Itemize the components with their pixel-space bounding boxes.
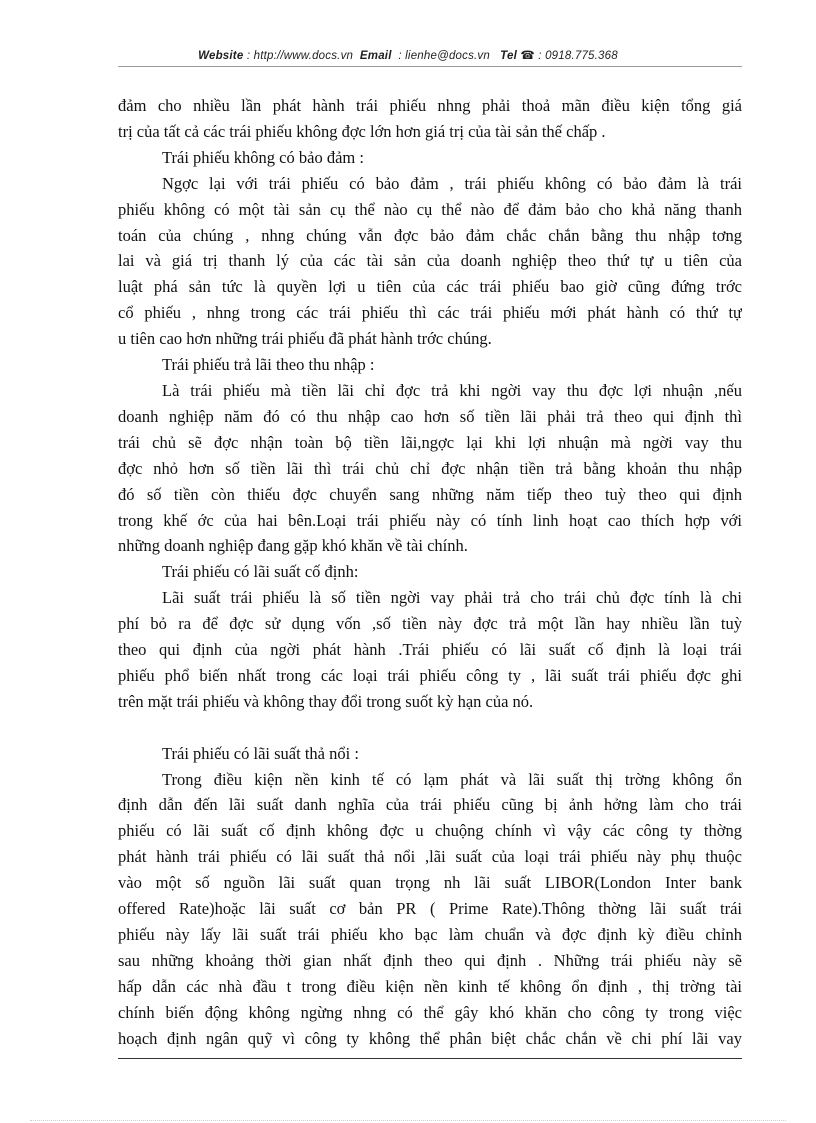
website-value: : http://www.docs.vn (246, 50, 354, 62)
email-label: Email (359, 50, 392, 62)
text-line: phí bỏ ra để đợc sử dụng vốn ,số tiền này đợc trả một lần hay nhiều lần tuỳ (118, 614, 742, 634)
text-line: phiếu không có một tài sản cụ thể nào cụ thể nào để đảm bảo cho khả năng thanh (118, 199, 742, 219)
website-label: Website (198, 50, 244, 62)
text-line: hoạch định ngân quỹ vì công ty không thể phân biệt chắc chắn về chi phí lãi vay (118, 1028, 742, 1048)
text-line: đảm cho nhiều lần phát hành trái phiếu nhng phải thoả mãn điều kiện tổng giá (118, 96, 742, 115)
text-line: sau những khoảng thời gian nhất định theo qui định . Những trái phiếu này sẽ (118, 950, 742, 970)
text-line: đợc nhỏ hơn số tiền lãi thì trái chủ chỉ đợc nhận tiền trả bằng khoản thu nhập (118, 458, 742, 478)
email-value: : lienhe@docs.vn (398, 50, 490, 62)
text-line: theo qui định của ngời phát hành .Trái phiếu có lãi suất cố định là loại trái (118, 640, 742, 660)
footer-divider (118, 1058, 742, 1059)
text-line: luật phá sản tức là quyền lợi u tiên của các trái phiếu bao giờ cũng đứng trớc (118, 277, 742, 297)
text-line: toán của chúng , nhng chúng vẫn đợc bảo đảm chắc chắn bằng thu nhập tơng (118, 225, 742, 245)
tel-label: Tel ☎ (500, 50, 535, 62)
text-line: Là trái phiếu mà tiền lãi chỉ đợc trả khi ngời vay thu đợc lợi nhuận ,nếu (162, 380, 742, 400)
section-heading: Trái phiếu trả lãi theo thu nhập : (162, 355, 375, 375)
tel-value: : 0918.775.368 (538, 50, 618, 62)
text-line: phiếu phổ biến nhất trong các loại trái phiếu công ty , lãi suất trái phiếu đợc ghi (118, 665, 742, 685)
page-header (0, 48, 816, 62)
text-line: u tiên cao hơn những trái phiếu đã phát hành trớc chúng. (118, 329, 492, 349)
text-line: chính biến động không ngừng nhng có thể gây khó khăn cho công ty trong việc (118, 1002, 742, 1022)
document-body (118, 93, 742, 1052)
text-line: Lãi suất trái phiếu là số tiền ngời vay phải trả cho trái chủ đợc tính là chi (162, 588, 742, 608)
text-line: Trong điều kiện nền kinh tế có lạm phát và lãi suất thị trờng không ổn (162, 769, 742, 789)
text-line: doanh nghiệp năm đó có thu nhập cao hơn số tiền lãi phải trả theo qui định thì (118, 406, 742, 426)
text-line: trong khế ớc của hai bên.Loại trái phiếu này có tính linh hoạt cao thích hợp với (118, 510, 742, 530)
section-heading: Trái phiếu có lãi suất thả nổi : (162, 743, 359, 763)
page-bottom-border (30, 1120, 786, 1121)
paragraph-gap (118, 715, 742, 741)
section-heading: Trái phiếu không có bảo đảm : (162, 147, 364, 167)
text-line: trị của tất cả các trái phiếu không đợc lớn hơn giá trị của tài sản thế chấp . (118, 121, 606, 141)
header-divider (118, 66, 742, 67)
text-line: trái chủ sẽ đợc nhận toàn bộ tiền lãi,ngợc lại khi lợi nhuận mà ngời vay thu (118, 432, 742, 452)
text-line: hấp dẫn các nhà đầu t trong điều kiện nền kinh tế không ổn định , thị trờng tài (118, 976, 742, 996)
text-line: lai và giá trị thanh lý của các tài sản của doanh nghiệp theo thứ tự u tiên của (118, 251, 742, 271)
text-line: offered Rate)hoặc lãi suất cơ bản PR ( Prime Rate).Thông thờng lãi suất trái (118, 899, 742, 919)
text-line: định dẫn đến lãi suất danh nghĩa của trái phiếu cũng bị ảnh hởng làm cho trái (118, 795, 742, 815)
text-line: phát hành trái phiếu có lãi suất thả nổi ,lãi suất của loại trái phiếu này phụ thuộc (118, 847, 742, 867)
text-line: Ngợc lại với trái phiếu có bảo đảm , trái phiếu không có bảo đảm là trái (162, 173, 742, 193)
text-line: trên mặt trái phiếu và không thay đổi trong suốt kỳ hạn của nó. (118, 691, 534, 711)
text-line: đó số tiền còn thiếu đợc chuyển sang những năm tiếp theo tuỳ theo qui định (118, 484, 742, 504)
text-line: cổ phiếu , nhng trong các trái phiếu thì các trái phiếu mới phát hành có thứ tự (118, 303, 742, 323)
text-line: vào một số nguồn lãi suất quan trọng nh lãi suất LIBOR(London Inter bank (118, 873, 742, 893)
text-line: phiếu có lãi suất cố định không đợc u chuộng chính vì vậy các công ty thờng (118, 821, 742, 841)
section-heading: Trái phiếu có lãi suất cố định: (162, 562, 359, 582)
text-line: những doanh nghiệp đang gặp khó khăn về tài chính. (118, 536, 468, 556)
text-line: phiếu này lấy lãi suất trái phiếu kho bạc làm chuẩn và đợc định kỳ điều chỉnh (118, 924, 742, 944)
